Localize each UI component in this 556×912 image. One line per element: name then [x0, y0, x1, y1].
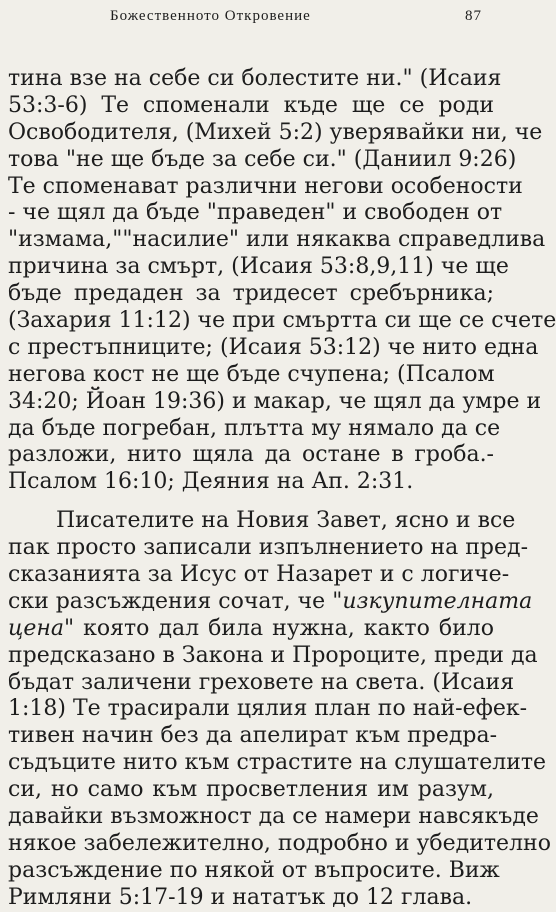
body-text — [8, 66, 556, 912]
text-line: Освободителя, (Михей 5:2) уверявайки ни, че — [8, 119, 543, 145]
text-segment: " която дал била нужна, както било — [63, 615, 494, 641]
text-line: Писателите на Новия Завет, ясно и все — [56, 508, 516, 534]
running-head — [110, 8, 482, 30]
text-line: разложи, нито щяла да остане в гроба.- — [8, 442, 494, 468]
text-line: 53:3-6) Те споменали къде ще се роди — [8, 92, 494, 118]
text-line: да бъде погребан, плътта му нямало да се — [8, 415, 501, 441]
text-line: причина за смърт, (Исаия 53:8,9,11) че ще — [8, 254, 509, 280]
italic-term: цена — [8, 615, 64, 641]
text-line: 34:20; Йоан 19:36) и макар, че щял да умре и — [8, 388, 542, 414]
text-line: с престъпниците; (Исаия 53:12) че нито една — [8, 334, 539, 360]
text-line: Те споменават различни негови особености — [8, 173, 523, 199]
italic-term: изкупителната — [342, 588, 533, 614]
text-line: това "не ще бъде за себе си." (Даниил 9:26) — [8, 146, 517, 172]
text-line: предсказано в Закона и Пророците, преди да — [8, 642, 538, 668]
text-line: си, но само към просветления им разум, — [8, 777, 494, 803]
paragraph-1 — [8, 66, 556, 496]
text-line: бъдат заличени греховете на света. (Исаия — [8, 669, 515, 695]
text-line: сказанията за Исус от Назарет и с логиче- — [8, 562, 510, 588]
text-line: Псалом 16:10; Деяния на Ап. 2:31. — [8, 469, 414, 495]
text-line: Римляни 5:17-19 и нататък до 12 глава. — [8, 884, 473, 910]
page-number: 87 — [465, 8, 482, 24]
text-line: давайки възможност да се намери навсякъде — [8, 804, 539, 830]
text-line: (Захария 11:12) че при смъртта си ще се счете — [8, 308, 556, 334]
text-line: бъде предаден за тридесет сребърника; — [8, 281, 494, 307]
paragraph-2 — [8, 508, 551, 911]
text-line: тина взе на себе си болестите ни." (Исаия — [8, 66, 502, 91]
text-line: съдъците нито към страстите на слушателите — [8, 750, 547, 776]
text-line: негова кост не ще бъде счупена; (Псалом — [8, 361, 495, 387]
text-line: - че щял да бъде "праведен" и свободен от — [8, 200, 503, 226]
text-line-with-italic — [8, 616, 494, 643]
text-line: тивен начин без да апелират към предра- — [8, 723, 498, 749]
paragraph-gap — [8, 496, 494, 508]
running-title: Божественното Откровение — [110, 8, 311, 24]
text-line: някое забележително, подробно и убедително — [8, 830, 551, 856]
text-line-with-italic — [8, 588, 533, 616]
text-segment: ски разсъждения сочат, че " — [8, 588, 343, 614]
text-line: разсъждение по някой от въпросите. Виж — [8, 857, 500, 883]
text-line: пак просто записали изпълнението на пред- — [8, 535, 529, 561]
text-line: "измама,""насилие" или някаква справедлива — [8, 227, 546, 253]
text-line: 1:18) Те трасирали цялия план по най-ефек- — [8, 696, 528, 722]
